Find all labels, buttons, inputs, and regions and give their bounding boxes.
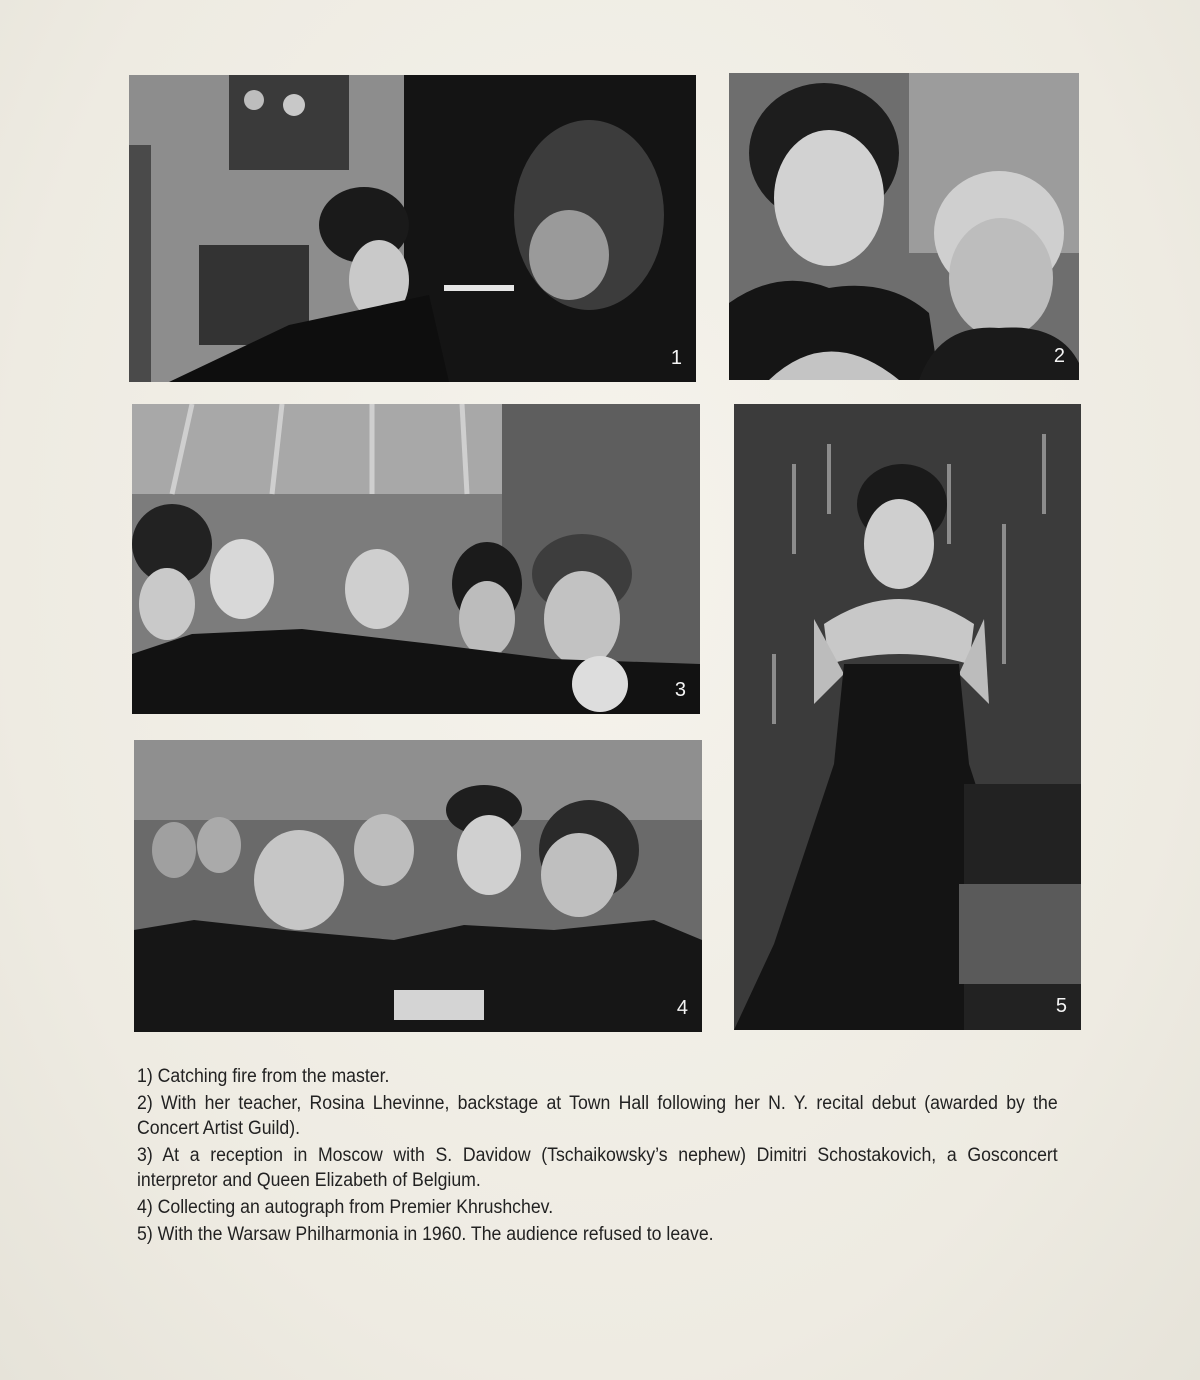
photo-1 <box>129 75 696 382</box>
photo-4 <box>134 740 702 1032</box>
photo-2-image <box>729 73 1079 380</box>
photo-1-image <box>129 75 696 382</box>
photo-3 <box>132 404 700 714</box>
caption-3: 3) At a reception in Moscow with S. Davidow (Tschaikowsky’s nephew) Dimitri Schostakovich, a Gosconcert interpretor and Queen Elizabeth of Belgium. <box>137 1145 1058 1191</box>
photo-number: 2 <box>1053 345 1065 367</box>
caption-5: 5) With the Warsaw Philharmonia in 1960. The audience refused to leave. <box>137 1224 714 1245</box>
photo-number: 5 <box>1055 995 1067 1017</box>
photo-number: 4 <box>676 997 688 1019</box>
photo-number: 1 <box>670 347 682 369</box>
photo-3-image <box>132 404 700 714</box>
photo-5 <box>734 404 1081 1030</box>
photo-2 <box>729 73 1079 380</box>
caption-2: 2) With her teacher, Rosina Lhevinne, backstage at Town Hall following her N. Y. recital debut (awarded by the Concert Artist Guild). <box>137 1093 1058 1139</box>
caption-1: 1) Catching fire from the master. <box>137 1066 390 1087</box>
photo-number: 3 <box>674 679 686 701</box>
caption-list <box>137 1064 1058 1249</box>
photo-5-image <box>734 404 1081 1030</box>
photo-4-image <box>134 740 702 1032</box>
caption-4: 4) Collecting an autograph from Premier Khrushchev. <box>137 1197 554 1218</box>
